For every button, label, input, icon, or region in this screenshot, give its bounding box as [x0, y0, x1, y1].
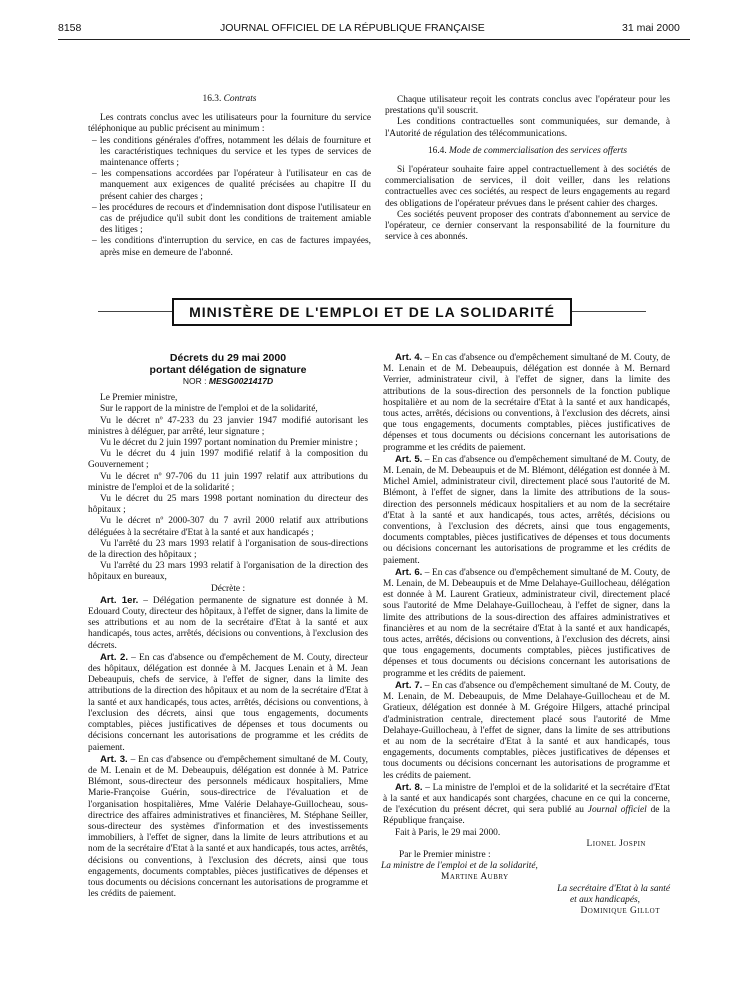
section-number: 16.4.	[427, 145, 447, 156]
par-premier-ministre: Par le Premier ministre :	[399, 849, 491, 860]
article-text-end: de la République française.	[383, 805, 670, 827]
article-text: – La ministre de l'emploi et de la solidarité et la secrétaire d'Etat à la santé et aux handicapés sont chargées, chacune en ce qui la concerne, de l'exécution du présent décret, qui sera publié au	[383, 782, 670, 816]
decree-right-column	[383, 352, 670, 917]
header-rule	[58, 39, 690, 40]
section-16-4-heading	[385, 146, 670, 157]
preamble-line: Vu le décret du 2 juin 1997 portant nomination du Premier ministre ;	[100, 438, 358, 449]
preamble-line: Vu le décret du 25 mars 1998 portant nomination du directeur des hôpitaux ;	[88, 494, 368, 516]
article-text: – En cas d'absence ou d'empêchement de M. Couty, directeur des hôpitaux, délégation est donnée à M. Jacques Lenain et à M. Jean Debeaupuis, chefs de service, à l'effet de signer, dans la limite des attributions de la direction des hôpitaux et au nom de la secrétaire d'Etat à la santé et aux handicapés, tous actes, arrêtés, décisions ou conventions, à l'exclusion des décrets, ainsi que tous engagements, documents comptables, pièces justificatives de dépenses et tous documents ou décisions concernant les autorisations de programme et les crédits de paiement.	[88, 652, 368, 753]
contracts-intro: Les contrats conclus avec les utilisateurs pour la fourniture du service téléphonique au public précisent au minimum :	[88, 113, 371, 135]
secretary-name: Dominique Gillot	[580, 905, 660, 916]
article-label: Art. 6.	[395, 566, 423, 578]
decree-title-line2: portant délégation de signature	[149, 364, 307, 376]
article-text: – En cas d'absence ou d'empêchement simultané de M. Couty, de M. Lenain, de M. Debeaupuis et de Mme Delahaye-Guillocheau, délégation est donnée à M. Laurent Gratieux, administrateur civil, directement placé sous l'autorité de Mme Delahaye-Guillocheau, à l'effet de signer, dans la limite des attributions de la sous-direction des affaires administratives et financières et au nom de la secrétaire d'Etat à la santé et aux handicapés, tous actes, arrêtés, décisions ou conventions, à l'exclusion des décrets, ainsi que tous engagements, documents comptables, pièces justificatives de dépenses et tous documents ou décisions concernant les autorisations de programme et les crédits de paiement.	[383, 567, 670, 679]
preamble-line: Vu le décret nº 97-706 du 11 juin 1997 relatif aux attributions du ministre de l'emploi et de la solidarité ;	[88, 471, 368, 493]
page-number: 8158	[58, 22, 82, 34]
preamble-line: Vu le décret nº 47-233 du 23 janvier 1947 modifié autorisant les ministres à déléguer, par arrêté, leur signature ;	[88, 415, 368, 437]
signer-pm: Lionel Jospin	[586, 838, 646, 849]
minister-name: Martine Aubry	[441, 872, 509, 883]
paragraph: Ces sociétés peuvent proposer des contrats d'abonnement au service de l'opérateur, ce dernier conservant la responsabilité de la fourniture du service à ces abonnés.	[385, 209, 670, 243]
list-item: – les conditions générales d'offres, notamment les délais de fourniture et les caractéristiques techniques du service et les types de services de maintenance offerts ;	[92, 135, 371, 169]
decree-left-column	[88, 352, 368, 900]
decrete-line: Décrète :	[210, 583, 246, 594]
article-4	[383, 352, 670, 454]
decree-title-line1: Décrets du 29 mai 2000	[169, 352, 287, 364]
top-right-column	[385, 95, 670, 243]
list-item: – les compensations accordées par l'opérateur à l'utilisateur en cas de manquement aux exigences de qualité précisées au chapitre II du présent cahier des charges ;	[92, 169, 371, 202]
banner-rule-right	[572, 311, 646, 312]
paragraph: Chaque utilisateur reçoit les contrats conclus avec l'opérateur pour les prestations qu'il souscrit.	[385, 95, 670, 117]
secretary-title-2: et aux handicapés,	[569, 894, 640, 905]
preamble-line: Le Premier ministre,	[100, 393, 178, 404]
nor-reference	[88, 376, 368, 387]
article-text: – En cas d'absence ou d'empêchement simultané de M. Couty, de M. Lenain, de M. Debeaupuis et de M. Blémont, délégation est donnée à M. Michel Amiel, administrateur civil, directement placé sous l'autorité de M. Blémont, à l'effet de signer, dans la limite des attributions de la sous-direction des personnels médicaux hospitaliers et au nom de la secrétaire d'Etat à la santé et aux handicapés, tous actes, arrêtés, décisions ou conventions, à l'exclusion des décrets, ainsi que tous engagements, documents comptables, pièces justificatives de dépenses et tous documents ou décisions concernant les autorisations de programme et les crédits de paiement.	[383, 454, 670, 566]
section-number: 16.3.	[202, 94, 222, 104]
preamble-line: Vu l'arrêté du 23 mars 1993 relatif à l'organisation de la direction des hôpitaux en bureaux,	[88, 561, 368, 583]
journal-title: JOURNAL OFFICIEL DE LA RÉPUBLIQUE FRANÇAISE	[220, 22, 485, 34]
secretary-title-1: La secrétaire d'Etat à la santé	[557, 883, 670, 894]
preamble-line: Sur le rapport de la ministre de l'emploi et de la solidarité,	[100, 404, 318, 415]
article-label: Art. 8.	[395, 781, 423, 793]
article-text: – En cas d'absence ou d'empêchement simultané de M. Couty, de M. Lenain et de M. Debeaupuis, délégation est donnée à M. Bernard Verrier, administrateur civil, à l'effet de signer, dans la limite des attributions de la sous-direction des personnels de la fonction publique hospitalière et au nom de la secrétaire d'Etat à la santé et aux handicapés, tous actes, arrêtés, décisions ou conventions, à l'exclusion des décrets, ainsi que tous engagements, documents comptables, pièces justificatives de dépenses et tous documents ou décisions concernant les autorisations de programme et les crédits de paiement.	[383, 353, 670, 453]
list-item: – les conditions d'interruption du service, en cas de factures impayées, après mise en demeure de l'abonné.	[92, 236, 371, 258]
place-date: Fait à Paris, le 29 mai 2000.	[395, 827, 501, 838]
contracts-list	[88, 136, 371, 259]
article-6	[383, 567, 670, 680]
article-1	[88, 595, 368, 652]
preamble-line: Vu le décret du 4 juin 1997 modifié relatif à la composition du Gouvernement ;	[88, 449, 368, 471]
article-5	[383, 454, 670, 567]
journal-officiel: Journal officiel	[587, 805, 647, 816]
article-7	[383, 680, 670, 782]
paragraph: Si l'opérateur souhaite faire appel contractuellement à des sociétés de commercialisation de services, il doit veiller, dans les relations contractuelles avec ces sociétés, au respect de leurs engagements au regard des obligations de l'opérateur prévues dans le présent cahier des charges.	[385, 165, 670, 209]
article-label: Art. 7.	[395, 679, 423, 691]
preamble-line: Vu le décret nº 2000-307 du 7 avril 2000 relatif aux attributions déléguées à la secrétaire d'Etat à la santé et aux handicapés ;	[88, 516, 368, 538]
article-8	[383, 782, 670, 828]
minister-title: La ministre de l'emploi et de la solidarité,	[381, 861, 538, 872]
section-title: Mode de commercialisation des services offerts	[449, 145, 628, 156]
top-left-column	[88, 92, 371, 259]
section-16-3-heading	[88, 94, 371, 105]
nor-label: NOR :	[182, 376, 207, 386]
banner-rule-left	[98, 311, 172, 312]
ministry-banner: MINISTÈRE DE L'EMPLOI ET DE LA SOLIDARITÉ	[172, 298, 572, 326]
issue-date: 31 mai 2000	[622, 22, 680, 34]
article-text: – En cas d'absence ou d'empêchement simultané de M. Couty, de M. Lenain et de M. Debeaupuis, délégation est donnée à M. Patrice Blémont, sous-directeur des personnels médicaux hospitaliers, Mme Marie-Françoise Guérin, sous-directrice de l'évaluation et de l'organisation hospitalières, Mme Valérie Delahaye-Guillocheau, sous-directrice des affaires administratives et financières, M. Stéphane Seiller, sous-directeur des systèmes d'information et des investissements immobiliers, à l'effet de signer, dans la limite de leurs attributions et au nom de la secrétaire d'Etat à la santé et aux handicapés, tous actes, arrêtés, décisions ou conventions, à l'exclusion des décrets, ainsi que tous engagements, documents comptables, pièces justificatives de dépenses et tous documents ou décisions concernant les autorisations de programme et les crédits de paiement.	[88, 754, 368, 900]
article-2	[88, 652, 368, 754]
nor-code: MESG0021417D	[208, 376, 274, 386]
article-text: – Délégation permanente de signature est donnée à M. Edouard Couty, directeur des hôpitaux, à l'effet de signer, dans la limite de ses attributions et au nom de la secrétaire d'Etat à la santé et aux handicapés, tous actes, arrêtés, décisions ou conventions, à l'exclusion des décrets.	[88, 595, 368, 651]
paragraph: Les conditions contractuelles sont communiquées, sur demande, à l'Autorité de régulation des télécommunications.	[385, 117, 670, 139]
article-label: Art. 3.	[100, 753, 128, 765]
article-text: – En cas d'absence ou d'empêchement simultané de M. Couty, de M. Lenain, de M. Debeaupuis, de Mme Delahaye-Guillocheau et de M. Gratieux, délégation est donnée à M. Grégoire Hilgers, attaché principal d'administration centrale, directement placé sous l'autorité de Mme Delahaye-Guillocheau, à l'effet de signer, dans la limite de ses attributions et au nom de la secrétaire d'Etat à la santé et aux handicapés, tous engagements, documents comptables, pièces justificatives de dépenses et tous documents ou décisions concernant les autorisations de programme et les crédits de paiement.	[383, 680, 670, 781]
article-label: Art. 5.	[395, 453, 423, 465]
article-label: Art. 2.	[100, 651, 129, 663]
article-3	[88, 754, 368, 901]
section-title: Contrats	[223, 94, 257, 104]
preamble-line: Vu l'arrêté du 23 mars 1993 relatif à l'organisation de sous-directions de la direction des hôpitaux ;	[88, 538, 368, 561]
article-label: Art. 4.	[395, 352, 423, 363]
list-item: – les procédures de recours et d'indemnisation dont dispose l'utilisateur en cas de préjudice qu'il subit dont les conditions de traitement amiable des litiges ;	[92, 202, 371, 236]
article-label: Art. 1er.	[100, 594, 139, 606]
